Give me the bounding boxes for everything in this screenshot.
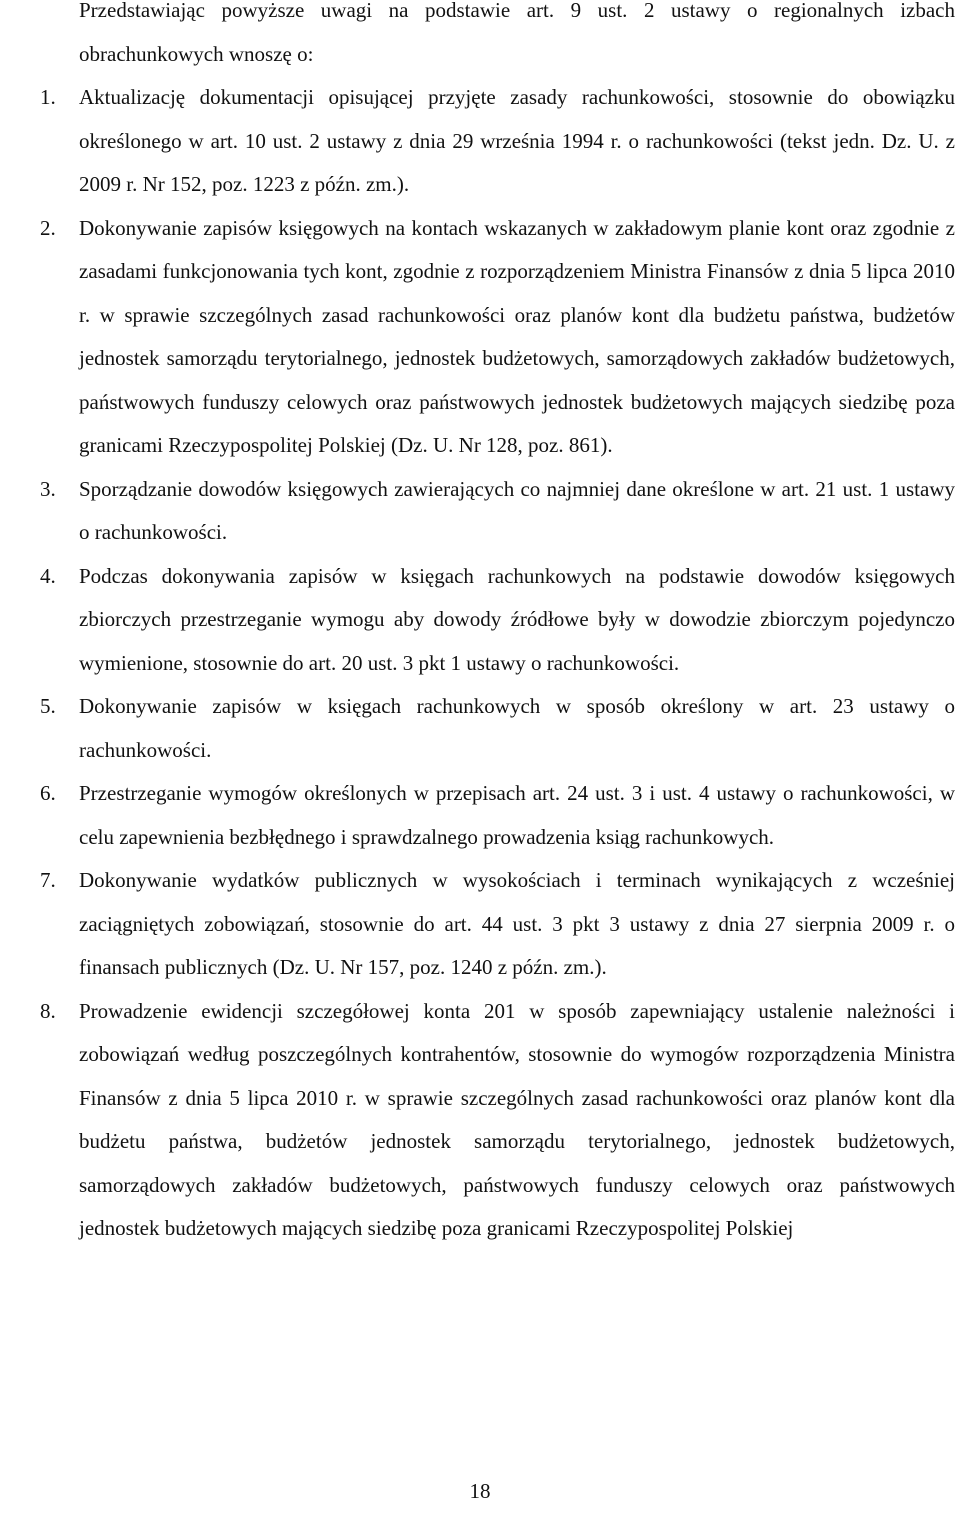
list-item-text: Sporządzanie dowodów księgowych zawierających co najmniej dane określone w art. 21 ust. 1 ustawy o rachunkowości. (79, 476, 955, 544)
list-item (40, 555, 955, 686)
list-item (40, 685, 955, 772)
list-item-text: Aktualizację dokumentacji opisującej przyjęte zasady rachunkowości, stosownie do obowiązku określonego w art. 10 ust. 2 ustawy z dnia 29 września 1994 r. o rachunkowości (tekst jedn. Dz. U. z 2009 r. Nr 152, poz. 1223 z późn. zm.). (79, 85, 955, 196)
list-item-number: 2. (40, 215, 56, 240)
list-item-text: Prowadzenie ewidencji szczegółowej konta 201 w sposób zapewniający ustalenie należności i zobowiązań według poszczególnych kontrahentów, stosownie do wymogów rozporządzenia Ministra Finansów z dnia 5 lipca 2010 r. w sprawie szczególnych zasad rachunkowości oraz planów kont dla budżetu państwa, budżetów jednostek samorządu terytorialnego, jednostek budżetowych, samorządowych zakładów budżetowych, państwowych funduszy celowych oraz państwowych jednostek budżetowych mających siedzibę poza granicami Rzeczypospolitej Polskiej (79, 998, 955, 1240)
list-item-number: 8. (40, 998, 56, 1023)
recommendations-list (40, 76, 955, 1251)
document-body (40, 0, 955, 1251)
list-item (40, 207, 955, 468)
list-item-text: Dokonywanie zapisów księgowych na kontach wskazanych w zakładowym planie kont oraz zgodnie z zasadami funkcjonowania tych kont, zgodnie z rozporządzeniem Ministra Finansów z dnia 5 lipca 2010 r. w sprawie szczególnych zasad rachunkowości oraz planów kont dla budżetu państwa, budżetów jednostek samorządu terytorialnego, jednostek budżetowych, samorządowych zakładów budżetowych, państwowych funduszy celowych oraz państwowych jednostek budżetowych mających siedzibę poza granicami Rzeczypospolitej Polskiej (Dz. U. Nr 128, poz. 861). (79, 215, 955, 457)
list-item (40, 76, 955, 207)
list-item (40, 772, 955, 859)
list-item (40, 468, 955, 555)
list-item (40, 859, 955, 990)
list-item-number: 7. (40, 868, 56, 892)
list-item-text: Dokonywanie zapisów w księgach rachunkowych w sposób określony w art. 23 ustawy o rachunkowości. (79, 694, 955, 762)
page-number: 18 (469, 1479, 491, 1503)
list-item-number: 4. (40, 563, 56, 588)
list-item-text: Podczas dokonywania zapisów w księgach rachunkowych na podstawie dowodów księgowych zbiorczych przestrzeganie wymogu aby dowody źródłowe były w dowodzie zbiorczym pojedynczo wymienione, stosownie do art. 20 ust. 3 pkt 1 ustawy o rachunkowości. (79, 563, 955, 675)
list-item-number: 3. (40, 476, 56, 501)
list-item-number: 6. (40, 781, 56, 805)
list-item (40, 990, 955, 1251)
list-item-text: Przestrzeganie wymogów określonych w przepisach art. 24 ust. 3 i ust. 4 ustawy o rachunkowości, w celu zapewnienia bezbłędnego i sprawdzalnego prowadzenia ksiąg rachunkowych. (79, 781, 955, 849)
list-item-number: 1. (40, 85, 56, 109)
list-item-text: Dokonywanie wydatków publicznych w wysokościach i terminach wynikających z wcześniej zaciągniętych zobowiązań, stosownie do art. 44 ust. 3 pkt 3 ustawy z dnia 27 sierpnia 2009 r. o finansach publicznych (Dz. U. Nr 157, poz. 1240 z późn. zm.). (79, 868, 955, 979)
intro-paragraph: Przedstawiając powyższe uwagi na podstawie art. 9 ust. 2 ustawy o regionalnych izbach obrachunkowych wnoszę o: (79, 0, 955, 66)
list-item-number: 5. (40, 694, 56, 718)
